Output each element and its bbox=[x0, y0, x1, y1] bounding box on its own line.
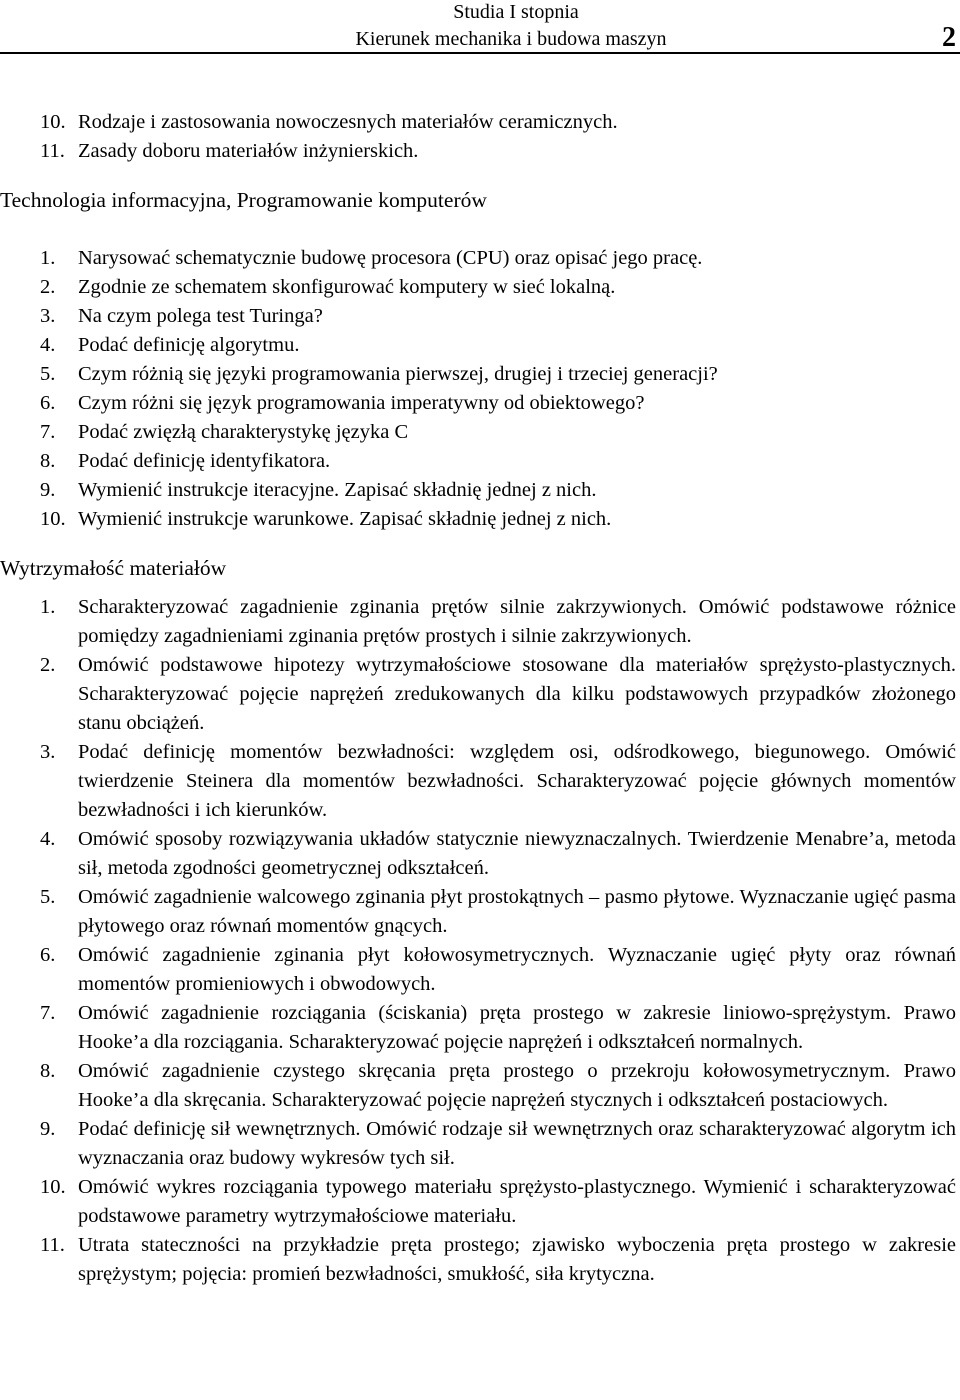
item-text: Omówić podstawowe hipotezy wytrzymałościowe stosowane dla materiałów sprężysto-plastycznych. Scharakteryzować pojęcie naprężeń zredukowanych dla kilku podstawowych przypadków złożonego stanu obciążeń. bbox=[78, 654, 956, 734]
item-text: Czym różnią się języki programowania pierwszej, drugiej i trzeciej generacji? bbox=[78, 363, 718, 385]
item-text: Omówić sposoby rozwiązywania układów statycznie niewyznaczalnych. Twierdzenie Menabre’a, metoda sił, metoda zgodności geometrycznej odkształceń. bbox=[78, 828, 956, 879]
item-number: 4. bbox=[40, 334, 56, 356]
item-text: Podać definicję algorytmu. bbox=[78, 334, 300, 356]
list-item bbox=[0, 273, 956, 302]
list-item bbox=[0, 999, 956, 1057]
item-text: Omówić zagadnienie walcowego zginania płyt prostokątnych – pasmo płytowe. Wyznaczanie ugięć pasma płytowego oraz równań momentów gnących. bbox=[78, 886, 956, 937]
section-title-it: Technologia informacyjna, Programowanie komputerów bbox=[0, 188, 487, 212]
header-divider bbox=[0, 52, 960, 54]
item-text: Narysować schematycznie budowę procesora (CPU) oraz opisać jego pracę. bbox=[78, 247, 703, 269]
item-text: Rodzaje i zastosowania nowoczesnych materiałów ceramicznych. bbox=[78, 111, 618, 133]
item-number: 1. bbox=[40, 247, 56, 269]
item-text: Podać definicję sił wewnętrznych. Omówić rodzaje sił wewnętrznych oraz scharakteryzować algorytm ich wyznaczania oraz budowy wykresów tych sił. bbox=[78, 1118, 956, 1169]
list-item bbox=[0, 825, 956, 883]
header-field-of-study: Kierunek mechanika i budowa maszyn bbox=[355, 28, 667, 50]
item-text: Omówić zagadnienie rozciągania (ściskania) pręta prostego w zakresie liniowo-sprężystym. Prawo Hooke’a dla rozciągania. Scharakteryzować pojęcie naprężeń i odkształceń normalnych. bbox=[78, 1002, 956, 1053]
item-number: 11. bbox=[40, 1234, 65, 1256]
strength-question-list bbox=[0, 593, 956, 1289]
item-number: 11. bbox=[40, 140, 65, 162]
item-number: 3. bbox=[40, 741, 56, 763]
item-number: 9. bbox=[40, 479, 56, 501]
item-number: 7. bbox=[40, 1002, 56, 1024]
item-text: Zasady doboru materiałów inżynierskich. bbox=[78, 140, 419, 162]
item-number: 10. bbox=[40, 508, 66, 530]
list-item bbox=[0, 244, 956, 273]
item-number: 7. bbox=[40, 421, 56, 443]
item-text: Podać definicję momentów bezwładności: względem osi, odśrodkowego, biegunowego. Omówić twierdzenie Steinera dla momentów bezwładności. Scharakteryzować pojęcie głównych momentów bezwładności i ich kierunków. bbox=[78, 741, 956, 821]
it-question-list bbox=[0, 244, 956, 534]
item-text: Wymienić instrukcje iteracyjne. Zapisać składnię jednej z nich. bbox=[78, 479, 597, 501]
spacer bbox=[0, 215, 956, 244]
item-number: 10. bbox=[40, 1176, 66, 1198]
item-number: 2. bbox=[40, 654, 56, 676]
spacer bbox=[0, 583, 956, 593]
list-item bbox=[0, 1173, 956, 1231]
spacer bbox=[0, 166, 956, 186]
list-item bbox=[0, 883, 956, 941]
item-number: 10. bbox=[40, 111, 66, 133]
item-number: 6. bbox=[40, 392, 56, 414]
item-number: 5. bbox=[40, 886, 56, 908]
list-item bbox=[0, 108, 956, 137]
list-item bbox=[0, 302, 956, 331]
header-study-level: Studia I stopnia bbox=[453, 1, 579, 23]
list-item bbox=[0, 476, 956, 505]
list-item bbox=[0, 331, 956, 360]
item-number: 3. bbox=[40, 305, 56, 327]
item-text: Omówić zagadnienie zginania płyt kołowosymetrycznych. Wyznaczanie ugięć płyty oraz równań momentów promieniowych i obwodowych. bbox=[78, 944, 956, 995]
list-item bbox=[0, 1115, 956, 1173]
item-text: Na czym polega test Turinga? bbox=[78, 305, 323, 327]
list-item bbox=[0, 389, 956, 418]
item-text: Podać zwięzłą charakterystykę języka C bbox=[78, 421, 409, 443]
item-text: Utrata stateczności na przykładzie pręta prostego; zjawisko wyboczenia pręta prostego w zakresie sprężystym; pojęcia: promień bezwładności, smukłość, siła krytyczna. bbox=[78, 1234, 956, 1285]
item-number: 8. bbox=[40, 450, 56, 472]
item-text: Wymienić instrukcje warunkowe. Zapisać składnię jednej z nich. bbox=[78, 508, 612, 530]
list-item bbox=[0, 1057, 956, 1115]
list-item bbox=[0, 137, 956, 166]
item-text: Zgodnie ze schematem skonfigurować komputery w sieć lokalną. bbox=[78, 276, 616, 298]
spacer bbox=[0, 534, 956, 554]
list-item bbox=[0, 651, 956, 738]
list-item bbox=[0, 738, 956, 825]
item-number: 1. bbox=[40, 596, 56, 618]
list-item bbox=[0, 360, 956, 389]
list-item bbox=[0, 1231, 956, 1289]
item-text: Podać definicję identyfikatora. bbox=[78, 450, 331, 472]
item-number: 4. bbox=[40, 828, 56, 850]
item-text: Omówić zagadnienie czystego skręcania pręta prostego o przekroju kołowosymetrycznym. Prawo Hooke’a dla skręcania. Scharakteryzować pojęcie naprężeń stycznych i odkształceń postaciowych. bbox=[78, 1060, 956, 1111]
item-number: 8. bbox=[40, 1060, 56, 1082]
item-text: Scharakteryzować zagadnienie zginania prętów silnie zakrzywionych. Omówić podstawowe różnice pomiędzy zagadnieniami zginania prętów prostych i silnie zakrzywionych. bbox=[78, 596, 956, 647]
list-item bbox=[0, 505, 956, 534]
page-number: 2 bbox=[942, 22, 956, 53]
intro-list bbox=[0, 108, 956, 166]
item-text: Omówić wykres rozciągania typowego materiału sprężysto-plastycznego. Wymienić i scharakteryzować podstawowe parametry wytrzymałościowe materiału. bbox=[78, 1176, 956, 1227]
section-title-strength: Wytrzymałość materiałów bbox=[0, 556, 227, 580]
list-item bbox=[0, 447, 956, 476]
item-number: 2. bbox=[40, 276, 56, 298]
item-number: 6. bbox=[40, 944, 56, 966]
page-content bbox=[0, 108, 956, 1289]
item-number: 9. bbox=[40, 1118, 56, 1140]
list-item bbox=[0, 593, 956, 651]
list-item bbox=[0, 418, 956, 447]
page-header bbox=[0, 0, 960, 54]
item-text: Czym różni się język programowania imperatywny od obiektowego? bbox=[78, 392, 645, 414]
list-item bbox=[0, 941, 956, 999]
item-number: 5. bbox=[40, 363, 56, 385]
